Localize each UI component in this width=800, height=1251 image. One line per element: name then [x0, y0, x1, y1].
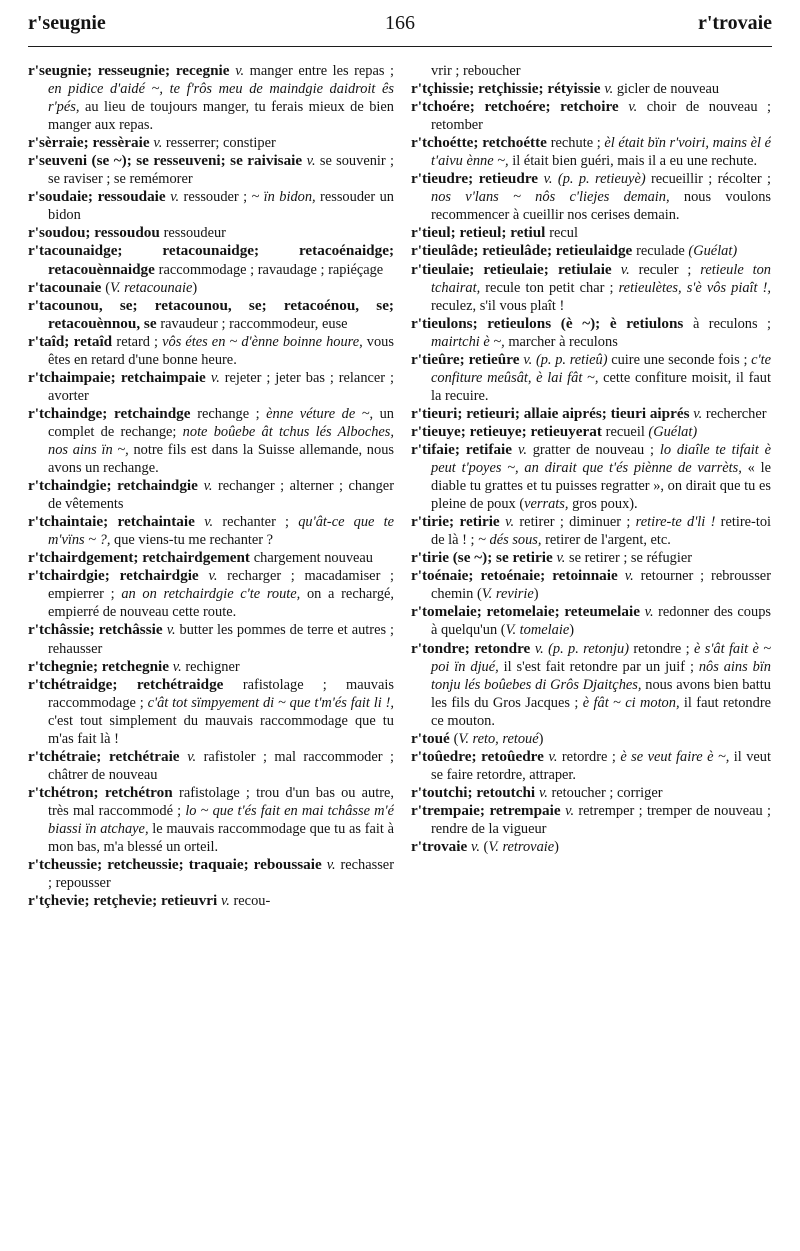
definition-text: ) [533, 586, 539, 603]
definition-text: rechanger ; alterner ; changer de vêtements [48, 478, 394, 513]
dictionary-entry [411, 748, 771, 784]
definition-text: rafistoler ; mal raccommoder ; châtrer de nouveau [48, 748, 394, 783]
grammar-abbreviation: v. [326, 857, 336, 874]
grammar-abbreviation: v. [306, 153, 316, 170]
example-phrase: nos v'lans ~ nôs c'liejes demain, [431, 189, 670, 206]
grammar-abbreviation: v. [153, 135, 163, 152]
example-phrase: èl était bïn r'voiri, mains èl é t'aivu ènne ~, [431, 135, 771, 170]
example-phrase: nôs ains bïn tonju lés boûebes di Grôs Djaitçhes, [431, 658, 771, 693]
dictionary-entry [411, 170, 771, 224]
definition-text: rechange ; [197, 405, 267, 422]
headword: r'tchoétte; retchoétte [411, 134, 551, 152]
headword: r'toué [411, 729, 454, 747]
dictionary-entry [411, 351, 771, 405]
headword: r'seuveni (se ~); se resseuveni; se raivisaie [28, 152, 307, 170]
headword: r'tirie; retirie [411, 513, 506, 531]
definition-text: ressouder ; [179, 189, 252, 206]
dictionary-entry [28, 748, 394, 784]
headword: r'tchétraie; retchétraie [28, 747, 188, 765]
definition-text: cette confiture moisit, il faut la recuire. [431, 369, 771, 404]
definition-text: nous voulons recommencer à cueillir nos cerises demain. [431, 189, 771, 224]
headword: r'tomelaie; retomelaie; reteumelaie [411, 603, 645, 621]
headword: r'tieulons; retieulons (è ~); è retiulons [411, 314, 693, 332]
headword: r'toutchi; retoutchi [411, 783, 539, 801]
grammar-abbreviation: v. [471, 839, 480, 856]
dictionary-entry [28, 242, 394, 278]
definition-text: retondre ; [629, 640, 694, 657]
definition-text: il était bien guéri, mais il a eu une rechute. [508, 153, 758, 170]
definition-text: rejeter ; jeter bas ; relancer ; avorter [48, 369, 394, 404]
example-phrase: vôs étes en ~ d'ènne boinne houre, [162, 333, 363, 350]
dictionary-entry [411, 80, 771, 98]
definition-text: chargement nouveau [253, 550, 373, 567]
dictionary-entry [28, 856, 394, 892]
headword: r'tchaimpaie; retchaimpaie [28, 368, 211, 386]
headword: r'toûedre; retoûedre [411, 747, 549, 765]
dictionary-entry [28, 405, 394, 477]
definition-text: il veut se faire retordre, attraper. [431, 748, 771, 783]
running-header [28, 10, 772, 47]
dictionary-entry [28, 224, 394, 242]
example-phrase: ~ dés sous, [478, 532, 542, 549]
definition-text: cuire une seconde fois ; [607, 351, 752, 368]
example-phrase: V. retacounaie [110, 279, 193, 296]
definition-text: retirer de l'argent, etc. [541, 532, 671, 549]
header-last-headword: r'trovaie [697, 12, 772, 34]
example-phrase: note boûebe ât tchus lés Alboches, nos ains ïn ~, [48, 423, 394, 458]
definition-text: vrir ; reboucher [431, 63, 521, 79]
dictionary-entry [411, 603, 771, 639]
definition-text: ressoudeur [163, 225, 226, 242]
definition-text: ) [569, 622, 575, 639]
definition-text: redonner des coups à quelqu'un ( [431, 604, 771, 639]
grammar-abbreviation: v. [518, 441, 527, 458]
headword: r'tifaie; retifaie [411, 440, 519, 458]
definition-text: on a rechargé, empierré de nouveau cette route. [48, 586, 394, 621]
dictionary-entry [411, 838, 771, 856]
grammar-abbreviation: v. [172, 658, 182, 675]
definition-text: rechanter ; [213, 514, 299, 531]
example-phrase: V. tomelaie [505, 622, 570, 639]
headword: r'tieulâde; retieulâde; retieulaidge [411, 242, 637, 260]
definition-text: rechigner [181, 658, 240, 675]
grammar-abbreviation: v. [505, 514, 515, 531]
headword: r'tcheussie; retcheussie; traquaie; reboussaie [28, 856, 327, 874]
example-phrase: en pidice d'aidé ~, te f'rôs meu de maindgie daidroit ês r'pés, [48, 81, 394, 116]
definition-text: ) [554, 839, 559, 856]
definition-text: ( [479, 839, 489, 856]
dictionary-entry [411, 640, 771, 730]
dictionary-entry [411, 98, 771, 134]
definition-text: recou- [229, 893, 271, 910]
definition-text: rafistolage ; trou d'un bas ou autre, très mal raccommodé ; [48, 784, 394, 819]
dictionary-column-left [28, 62, 394, 1247]
headword: r'tacounaidge; retacounaidge; retacoénaidge; retacouènnaidge [28, 242, 394, 278]
dictionary-entry [28, 477, 394, 513]
dictionary-entry [28, 333, 394, 369]
grammar-abbreviation: v. [644, 604, 654, 621]
example-phrase: retire-te d'li ! [635, 514, 716, 531]
grammar-abbreviation: v. [538, 784, 548, 801]
headword: r'tchaindgie; retchaindgie [28, 477, 204, 495]
example-phrase: ènne véture de ~ [266, 405, 370, 422]
definition-text: notre fils est dans la Suisse allemande, nous avons un rechange. [48, 441, 394, 477]
definition-text: butter les pommes de terre et autres ; rehausser [48, 622, 394, 657]
definition-text: « le diable tu grattes et tu puisses regratter », on dirait que tu es pleine de poux ( [431, 460, 771, 513]
definition-text: ( [453, 730, 459, 747]
definition-text: se souvenir ; se raviser ; se remémorer [48, 153, 394, 188]
headword: r'tieul; retieul; retiul [411, 224, 550, 242]
grammar-abbreviation: v. [220, 893, 230, 910]
definition-text: reculez, s'il vous plaît ! [431, 297, 565, 314]
grammar-abbreviation: v. (p. p. retieuyè) [543, 171, 646, 188]
definition-text: , un complet de rechange; [48, 405, 394, 440]
example-phrase: ~ ïn bidon, [251, 189, 316, 206]
dictionary-entry [411, 224, 771, 242]
definition-text: recharger ; macadamiser ; empierrer ; [48, 568, 394, 603]
dictionary-entry [28, 892, 394, 910]
headword: r'tieûre; retieûre [411, 350, 524, 368]
headword: r'tchegnie; retchegnie [28, 657, 173, 675]
headword: r'tacounaie [28, 278, 106, 296]
dictionary-column-right [411, 62, 771, 1247]
grammar-abbreviation: v. [565, 802, 575, 819]
headword: r'taîd; retaîd [28, 332, 117, 350]
dictionary-entry [28, 676, 394, 748]
definition-text: ) [538, 730, 544, 747]
dictionary-entry [411, 261, 771, 315]
grammar-abbreviation: v. [628, 99, 638, 116]
definition-text: choir de nouveau ; retomber [431, 99, 771, 134]
example-phrase: retieulètes, s'è vôs piaît !, [618, 279, 771, 296]
dictionary-entry [411, 315, 771, 351]
example-phrase: qu'ât-ce que te m'vïns ~ ?, [48, 514, 394, 549]
dictionary-entry [28, 297, 394, 333]
dictionary-entry [28, 188, 394, 224]
example-phrase: è se veut faire è ~, [620, 748, 730, 765]
definition-text: retourner ; rebrousser chemin ( [431, 568, 771, 603]
definition-text: recueil [605, 423, 649, 440]
dictionary-entry [28, 152, 394, 188]
dictionary-entry [411, 802, 771, 838]
definition-text: retordre ; [557, 748, 621, 765]
definition-text: se retirer ; se réfugier [565, 550, 693, 567]
definition-text: manger entre les repas ; [244, 63, 394, 79]
headword: r'soudaie; ressoudaie [28, 188, 171, 206]
grammar-abbreviation: v. [604, 81, 614, 98]
definition-text: il faut retondre ce mouton. [431, 694, 771, 729]
headword: r'tirie (se ~); se retirie [411, 549, 557, 567]
definition-text: retremper ; tremper de nouveau ; rendre de la vigueur [431, 802, 771, 837]
definition-text: ressouder un bidon [48, 189, 394, 224]
grammar-abbreviation: v. [166, 622, 176, 639]
headword: r'tçhissie; retçhissie; rétyissie [411, 80, 605, 98]
grammar-abbreviation: v. [170, 189, 180, 206]
dictionary-entry [411, 784, 771, 802]
dictionary-entry [411, 242, 771, 260]
definition-text: à reculons ; [692, 315, 771, 332]
headword: r'tieuri; retieuri; allaie aiprés; tieuri aiprés [411, 404, 694, 422]
headword: r'tondre; retondre [411, 639, 535, 657]
definition-text: retard ; [116, 333, 163, 350]
definition-text: il s'est fait retondre par un juif ; [498, 658, 699, 675]
grammar-abbreviation: v. [620, 261, 630, 278]
definition-text: gratter de nouveau ; [526, 441, 660, 458]
page-number: 166 [385, 12, 415, 34]
example-phrase: è fât ~ ci moton, [582, 694, 680, 711]
definition-text: ( [105, 279, 110, 296]
dictionary-entry [28, 621, 394, 657]
definition-text: vous êtes en retard d'une bonne heure. [48, 333, 394, 368]
headword: r'tchairdgement; retchairdgement [28, 549, 254, 567]
grammar-abbreviation: v. [235, 63, 245, 79]
example-phrase: V. reto, retoué [458, 730, 539, 747]
dictionary-entry [411, 62, 771, 80]
example-phrase: lo ~ que t'és fait en mai tchâsse m'é biassi ïn atchaye, [48, 802, 394, 837]
grammar-abbreviation: v. (p. p. retonju) [534, 640, 629, 657]
headword: r'tchétraidge; retchétraidge [28, 675, 243, 693]
dictionary-entry [28, 513, 394, 549]
example-phrase: c'te confiture meûsât, è lai fât ~, [431, 351, 771, 386]
headword: r'tacounou, se; retacounou, se; retacoénou, se; retacouènnou, se [28, 296, 394, 332]
grammar-abbreviation: v. [203, 478, 213, 495]
example-phrase: mairtchi è ~, [431, 333, 505, 350]
headword: r'tçhevie; retçhevie; retieuvri [28, 892, 221, 910]
headword: r'tchaindge; retchaindge [28, 404, 198, 422]
definition-text: nous avons bien battu les fils du Gros Jacques ; [431, 676, 771, 711]
dictionary-entry [28, 134, 394, 152]
headword: r'tchétron; retchétron [28, 783, 180, 801]
definition-text: rechute ; [550, 135, 605, 152]
example-phrase: verrats, [524, 496, 569, 513]
header-first-headword: r'seugnie [28, 12, 106, 34]
definition-text: rechercher [702, 405, 767, 422]
definition-text: resserrer; constiper [162, 135, 276, 152]
headword: r'seugnie; resseugnie; recegnie [28, 62, 236, 79]
headword: r'trovaie [411, 838, 472, 856]
grammar-abbreviation: v. [204, 514, 214, 531]
definition-text: retirer ; diminuer ; [514, 514, 636, 531]
definition-text: raccommodage ; ravaudage ; rapiéçage [158, 261, 384, 278]
definition-text: ) [192, 279, 198, 296]
example-phrase: an on retchairdgie c'te route, [121, 586, 301, 603]
dictionary-entry [411, 441, 771, 513]
definition-text: ravaudeur ; raccommodeur, euse [160, 315, 348, 332]
definition-text: retoucher ; corriger [547, 784, 663, 801]
dictionary-entry [28, 62, 394, 134]
example-phrase: (Guélat) [648, 423, 698, 440]
grammar-abbreviation: v. [624, 568, 634, 585]
dictionary-entry [411, 405, 771, 423]
headword: r'tieulaie; retieulaie; retiulaie [411, 260, 621, 278]
dictionary-entry [28, 279, 394, 297]
dictionary-entry [411, 513, 771, 549]
definition-text: gicler de nouveau [613, 81, 720, 98]
dictionary-entry [28, 658, 394, 676]
definition-text: reculer ; [629, 261, 701, 278]
headword: r'tieuye; retieuye; retieuyerat [411, 422, 606, 440]
headword: r'sèrraie; ressèraie [28, 134, 154, 152]
grammar-abbreviation: v. [548, 748, 558, 765]
dictionary-entry [28, 549, 394, 567]
headword: r'tchaintaie; retchaintaie [28, 513, 205, 531]
dictionary-entry [28, 784, 394, 856]
grammar-abbreviation: v. [693, 405, 703, 422]
headword: r'toénaie; retoénaie; retoinnaie [411, 567, 625, 585]
example-phrase: lo diaîle te tifait è peut t'poyes ~, an dirait que t'és piènne de varrèts, [431, 441, 771, 477]
definition-text: c'est tout simplement du mauvais raccommodage que tu m'as fait là ! [48, 712, 394, 747]
grammar-abbreviation: v. [187, 748, 197, 765]
dictionary-entry [411, 549, 771, 567]
definition-text: rechasser ; repousser [48, 857, 394, 892]
example-phrase: V. revirie [481, 586, 534, 603]
example-phrase: c'ât tot sïmpyement di ~ que t'm'és fait li !, [147, 694, 394, 711]
headword: r'tchâssie; retchâssie [28, 621, 167, 639]
definition-text: recueillir ; récolter ; [645, 171, 771, 188]
example-phrase: retieule ton tchairat, [431, 261, 771, 296]
headword: r'soudou; ressoudou [28, 224, 164, 242]
headword: r'tchairdgie; retchairdgie [28, 567, 209, 585]
grammar-abbreviation: v. [210, 369, 220, 386]
dictionary-entry [411, 134, 771, 170]
definition-text: reculade [636, 243, 689, 260]
definition-text: marcher à reculons [504, 333, 618, 350]
example-phrase: V. retrovaie [488, 839, 555, 856]
dictionary-entry [411, 730, 771, 748]
dictionary-entry [28, 567, 394, 621]
dictionary-entry [28, 369, 394, 405]
definition-text: rafistolage ; mauvais raccommodage ; [48, 676, 394, 711]
definition-text: recul [549, 225, 578, 242]
headword: r'tchoére; retchoére; retchoire [411, 98, 629, 116]
headword: r'tieudre; retieudre [411, 170, 544, 188]
definition-text: que viens-tu me rechanter ? [110, 532, 274, 549]
dictionary-entry [411, 423, 771, 441]
definition-text: au lieu de toujours manger, tu ferais mieux de bien manger aux repas. [48, 99, 394, 134]
grammar-abbreviation: v. (p. p. retieû) [523, 351, 608, 368]
example-phrase: (Guélat) [688, 243, 738, 260]
definition-text: recule ton petit char ; [480, 279, 619, 296]
definition-text: le mauvais raccommodage que tu as fait à mon bas, m'a blessé un orteil. [48, 820, 394, 856]
headword: r'trempaie; retrempaie [411, 801, 566, 819]
dictionary-entry [411, 567, 771, 603]
grammar-abbreviation: v. [556, 550, 566, 567]
grammar-abbreviation: v. [208, 568, 218, 585]
definition-text: retire-toi de là ! ; [431, 514, 771, 549]
definition-text: gros poux). [568, 496, 638, 513]
example-phrase: è s'ât fait è ~ poi ïn djué, [431, 640, 771, 675]
